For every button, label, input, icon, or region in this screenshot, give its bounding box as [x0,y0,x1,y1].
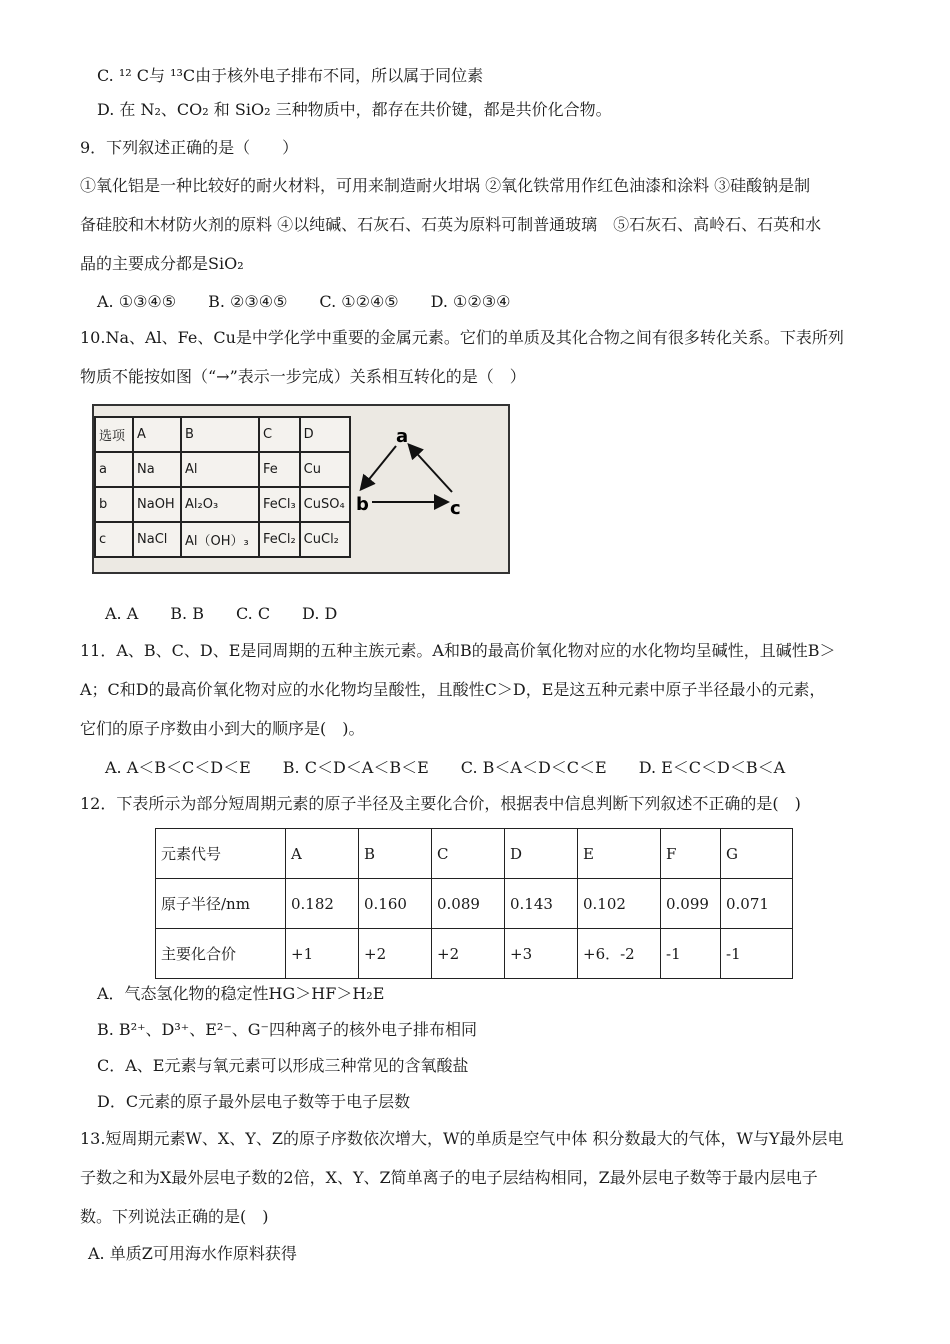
table-cell: a [95,452,133,487]
table-row [156,829,793,879]
q13-line-2: 子数之和为X最外层电子数的2倍，X、Y、Z简单离子的电子层结构相同，Z最外层电子数等于最内层电子 [80,1168,818,1187]
table-cell: NaCl [133,522,181,557]
table-cell: CuSO₄ [300,487,350,522]
q10-line-1: 10.Na、Al、Fe、Cu是中学化学中重要的金属元素。它们的单质及其化合物之间有很多转化关系。下表所列 [80,328,844,347]
table-cell: 0.102 [578,879,661,929]
table-cell: 0.071 [721,879,793,929]
q12-option-d: D．C元素的原子最外层电子数等于电子层数 [97,1092,411,1111]
q8-option-c: C. ¹² C与 ¹³C由于核外电子排布不同，所以属于同位素 [97,66,484,85]
table-cell: 选项 [95,417,133,452]
table-row [156,879,793,929]
q11-line-3: 它们的原子序数由小到大的顺序是( )。 [80,719,365,738]
conversion-triangle-diagram [352,416,502,566]
q13-option-a: A. 单质Z可用海水作原料获得 [88,1244,297,1263]
table-cell: Al₂O₃ [181,487,259,522]
table-cell: 0.089 [432,879,505,929]
table-cell: 0.143 [505,879,578,929]
table-cell: D [300,417,350,452]
table-cell: D [505,829,578,879]
table-cell: G [721,829,793,879]
q9-stem: 9．下列叙述正确的是（ ） [80,138,299,157]
table-cell: C [432,829,505,879]
q9-line-2: 备硅胶和木材防火剂的原料 ④以纯碱、石灰石、石英为原料可制普通玻璃 ⑤石灰石、高岭石、石英和水 [80,215,822,234]
table-cell: Cu [300,452,350,487]
table-cell: NaOH [133,487,181,522]
table-row [95,417,350,452]
table-cell: -1 [721,929,793,979]
table-cell: Fe [259,452,300,487]
table-cell: +2 [432,929,505,979]
q10-options-table [94,416,351,558]
table-row [95,522,350,557]
table-cell: E [578,829,661,879]
q12-option-c: C．A、E元素与氧元素可以形成三种常见的含氧酸盐 [97,1056,469,1075]
table-cell: 0.099 [661,879,721,929]
table-cell: 0.182 [286,879,359,929]
table-cell: +1 [286,929,359,979]
diagram-label-b: b [356,494,369,515]
q10-options: A. A B. B C. C D. D [105,604,338,623]
arrow-c-to-a [410,446,452,492]
table-cell: c [95,522,133,557]
diagram-label-a: a [396,426,409,447]
q11-options: A. A＜B＜C＜D＜E B. C＜D＜A＜B＜E C. B＜A＜D＜C＜E D. E＜C＜D＜B＜A [105,758,786,777]
table-cell: 0.160 [359,879,432,929]
q9-line-1: ①氧化铝是一种比较好的耐火材料，可用来制造耐火坩埚 ②氧化铁常用作红色油漆和涂料 ③硅酸钠是制 [80,176,811,195]
table-cell: Na [133,452,181,487]
table-cell: 原子半径/nm [156,879,286,929]
diagram-label-c: c [450,498,461,519]
q12-stem: 12．下表所示为部分短周期元素的原子半径及主要化合价，根据表中信息判断下列叙述不正确的是( ) [80,794,801,813]
table-row [95,487,350,522]
table-cell: +2 [359,929,432,979]
table-cell: A [286,829,359,879]
q9-options: A. ①③④⑤ B. ②③④⑤ C. ①②④⑤ D. ①②③④ [97,292,511,311]
q11-line-1: 11．A、B、C、D、E是同周期的五种主族元素。A和B的最高价氧化物对应的水化物均呈碱性，且碱性B＞ [80,641,836,660]
table-cell: CuCl₂ [300,522,350,557]
q12-option-a: A．气态氢化物的稳定性HG＞HF＞H₂E [97,984,385,1003]
table-cell: C [259,417,300,452]
table-cell: +3 [505,929,578,979]
arrow-a-to-b [362,446,396,488]
q12-element-table [155,828,793,979]
q8-option-d: D. 在 N₂、CO₂ 和 SiO₂ 三种物质中，都存在共价键，都是共价化合物。 [97,100,612,119]
q12-option-b: B. B²⁺、D³⁺、E²⁻、G⁻四种离子的核外电子排布相同 [97,1020,478,1039]
table-cell: B [181,417,259,452]
table-cell: FeCl₂ [259,522,300,557]
table-cell: b [95,487,133,522]
table-cell: 元素代号 [156,829,286,879]
table-cell: B [359,829,432,879]
q13-line-3: 数。下列说法正确的是( ) [80,1207,269,1226]
q10-line-2: 物质不能按如图（“→”表示一步完成）关系相互转化的是（ ） [80,367,526,386]
q11-line-2: A；C和D的最高价氧化物对应的水化物均呈酸性，且酸性C＞D，E是这五种元素中原子半径最小的元素， [80,680,826,699]
table-cell: A [133,417,181,452]
table-row [95,452,350,487]
q10-scanned-table-image [92,404,510,574]
table-cell: FeCl₃ [259,487,300,522]
q9-line-3: 晶的主要成分都是SiO₂ [80,254,244,273]
table-row [156,929,793,979]
table-cell: +6．-2 [578,929,661,979]
table-cell: Al [181,452,259,487]
table-cell: 主要化合价 [156,929,286,979]
q13-line-1: 13.短周期元素W、X、Y、Z的原子序数依次增大，W的单质是空气中体 积分数最大的气体，W与Y最外层电 [80,1129,844,1148]
table-cell: F [661,829,721,879]
table-cell: -1 [661,929,721,979]
table-cell: Al（OH）₃ [181,522,259,557]
